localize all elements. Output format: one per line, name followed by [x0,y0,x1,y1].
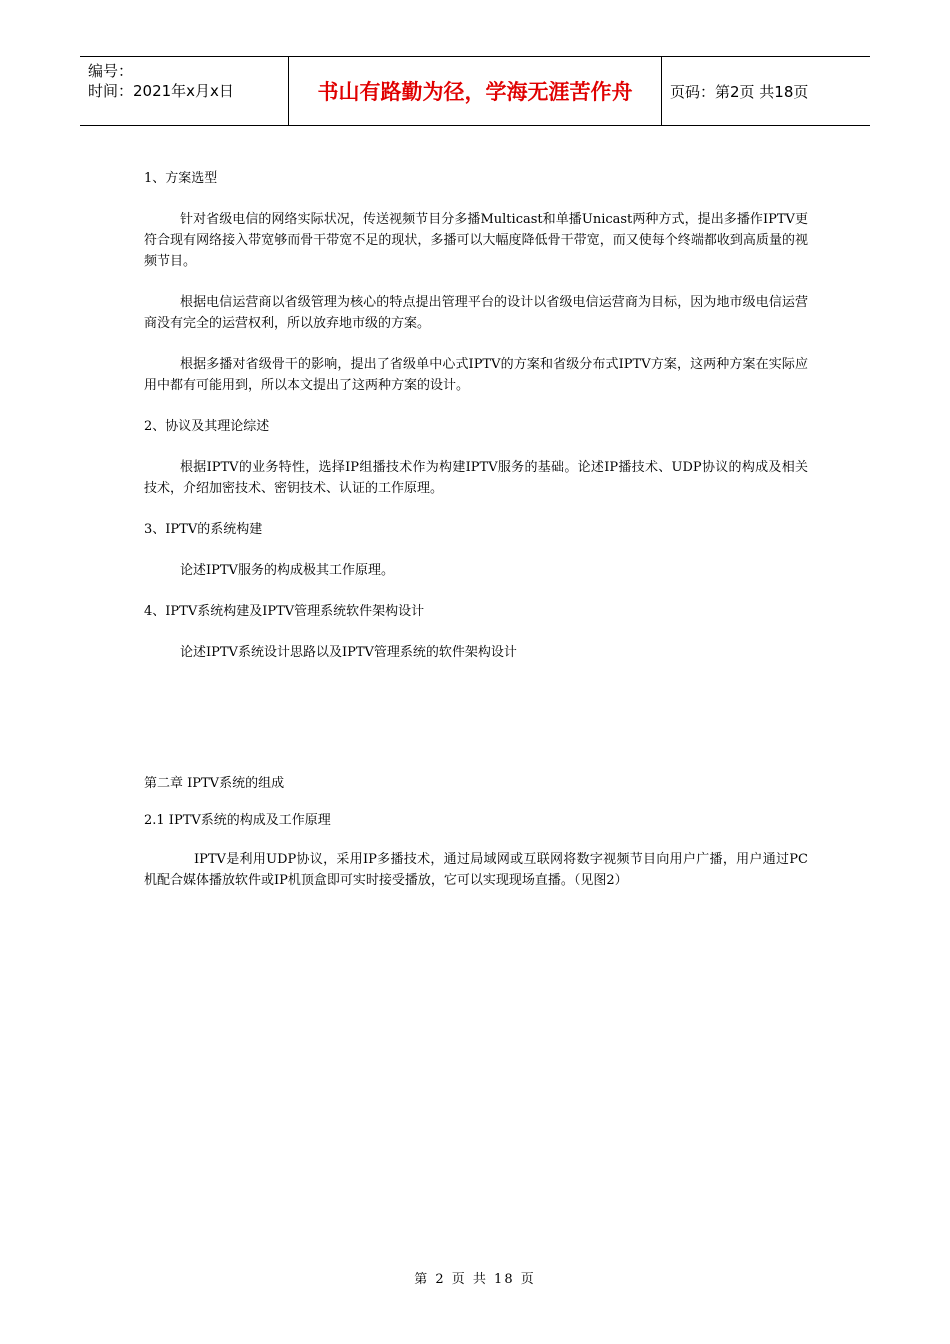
time-label: 时间：2021年x月x日 [88,82,234,100]
header-info [80,57,289,125]
paragraph-1: 针对省级电信的网络实际状况，传送视频节目分多播Multicast和单播Unicast两种方式，提出多播作IPTV更符合现有网络接入带宽够而骨干带宽不足的现状，多播可以大幅度降低骨干带宽，而又使每个终端都收到高质量的视频节目。 [144,212,808,269]
document-header [80,56,870,126]
heading-3: 3、IPTV的系统构建 [144,522,263,537]
paragraph-7: IPTV是利用UDP协议，采用IP多播技术，通过局域网或互联网将数字视频节目向用户广播，用户通过PC机配合媒体播放软件或IP机顶盒即可实时接受播放，它可以实现现场直播。（见图2） [144,852,808,888]
header-motto: 书山有路勤为径，学海无涯苦作舟 [289,57,662,125]
paragraph-3: 根据多播对省级骨干的影响，提出了省级单中心式IPTV的方案和省级分布式IPTV方案，这两种方案在实际应用中都有可能用到，所以本文提出了这两种方案的设计。 [144,357,808,393]
heading-2: 2、协议及其理论综述 [144,419,270,434]
document-body [144,168,808,911]
heading-1: 1、方案选型 [144,171,218,186]
paragraph-6: 论述IPTV系统设计思路以及IPTV管理系统的软件架构设计 [180,645,517,660]
paragraph-5: 论述IPTV服务的构成极其工作原理。 [180,563,394,578]
number-label: 编号： [88,62,134,80]
paragraph-2: 根据电信运营商以省级管理为核心的特点提出管理平台的设计以省级电信运营商为目标，因为地市级电信运营商没有完全的运营权利，所以放弃地市级的方案。 [144,295,808,331]
page-footer: 第 2 页 共 18 页 [414,1272,536,1287]
header-page-label: 页码：第2页 共18页 [670,82,809,101]
section-title: 2.1 IPTV系统的构成及工作原理 [144,813,331,828]
heading-4: 4、IPTV系统构建及IPTV管理系统软件架构设计 [144,604,425,619]
chapter-title: 第二章 IPTV系统的组成 [144,776,285,791]
paragraph-4: 根据IPTV的业务特性，选择IP组播技术作为构建IPTV服务的基础。论述IP播技术、UDP协议的构成及相关技术，介绍加密技术、密钥技术、认证的工作原理。 [144,460,808,496]
